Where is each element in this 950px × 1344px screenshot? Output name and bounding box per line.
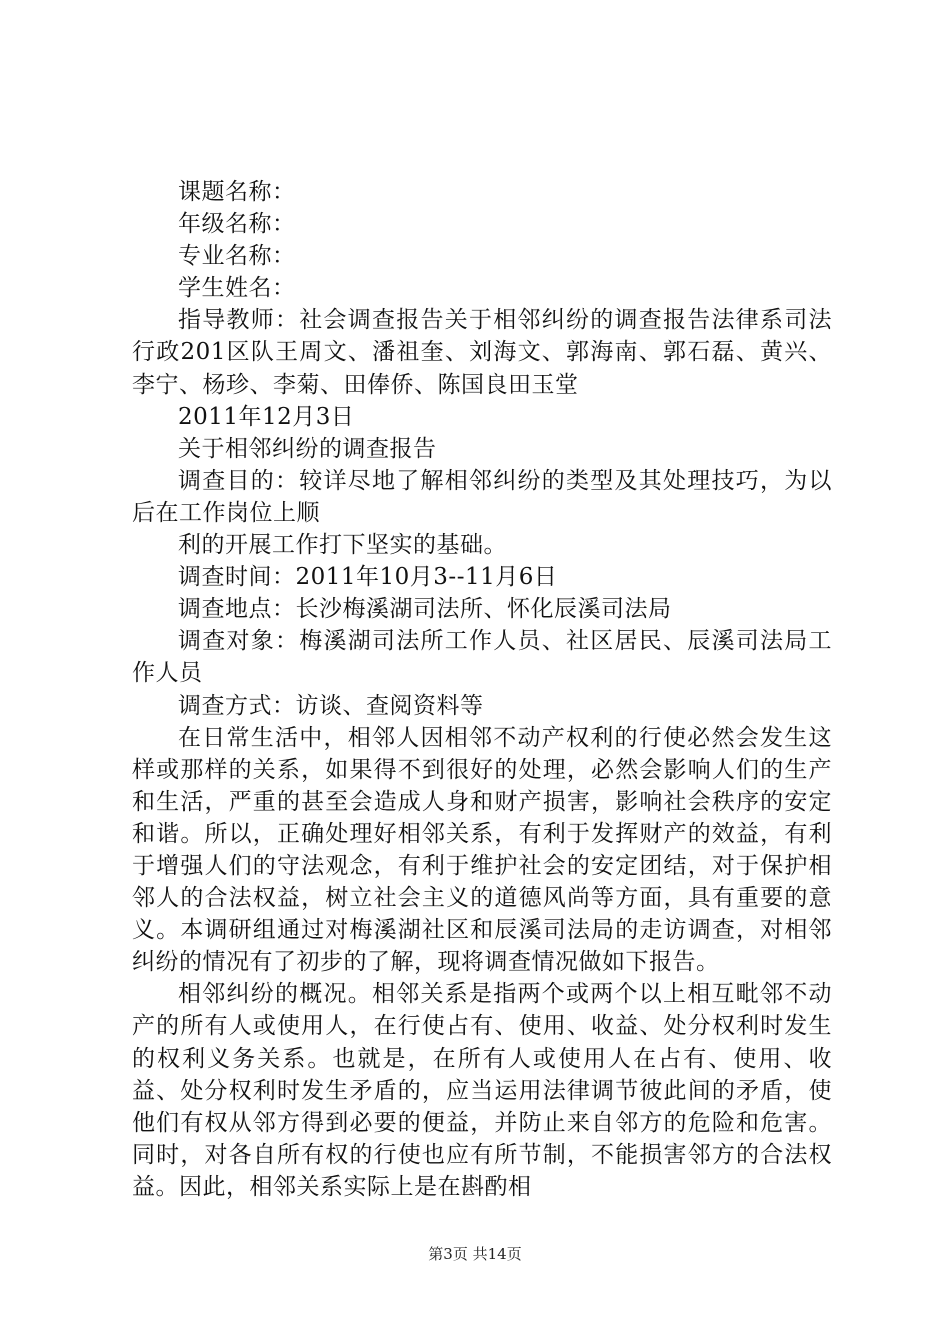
field-grade-name: 年级名称：: [178, 211, 296, 238]
report-title: 关于相邻纠纷的调查报告: [178, 435, 437, 462]
survey-purpose-continued: 利的开展工作打下坚实的基础。: [178, 532, 507, 559]
body-paragraph-overview: 相邻纠纷的概况。相邻关系是指两个或两个以上相互毗邻不动产的所有人或使用人，在行使占有、使用、收益、处分权利时发生的权利义务关系。也就是，在所有人或使用人在占有、使用、收益、处分权利时发生矛盾的，应当运用法律调节彼此间的矛盾，使他们有权从邻方得到必要的便益，并防止来自邻方的危险和危害。同时，对各自所有权的行使也应有所节制，不能损害邻方的合法权益。因此，相邻关系实际上是在斟酌相: [132, 981, 832, 1200]
field-topic-name: 课题名称：: [178, 179, 296, 205]
survey-subjects: 调查对象：梅溪湖司法所工作人员、社区居民、辰溪司法局工作人员: [132, 628, 832, 687]
report-date: 2011年12月3日: [178, 403, 355, 430]
field-student-name: 学生姓名：: [178, 275, 296, 302]
survey-method: 调查方式：访谈、查阅资料等: [178, 692, 484, 719]
field-major-name: 专业名称：: [178, 243, 296, 270]
survey-time: 调查时间：2011年10月3--11月6日: [178, 564, 558, 591]
survey-purpose: 调查目的：较详尽地了解相邻纠纷的类型及其处理技巧，为以后在工作岗位上顺: [132, 467, 832, 526]
document-body: [132, 176, 832, 1203]
field-advisor: 指导教师：社会调查报告关于相邻纠纷的调查报告法律系司法行政201区队王周文、潘祖奎、刘海文、郭海南、郭石磊、黄兴、李宁、杨珍、李菊、田俸侨、陈国良田玉堂: [132, 307, 832, 398]
page-number-footer: 第3页 共14页: [428, 1245, 522, 1263]
body-paragraph-intro: 在日常生活中，相邻人因相邻不动产权利的行使必然会发生这样或那样的关系，如果得不到很好的处理，必然会影响人们的生产和生活，严重的甚至会造成人身和财产损害，影响社会秩序的安定和谐。所以，正确处理好相邻关系，有利于发挥财产的效益，有利于增强人们的守法观念，有利于维护社会的安定团结，对于保护相邻人的合法权益，树立社会主义的道德风尚等方面，具有重要的意义。本调研组通过对梅溪湖社区和辰溪司法局的走访调查，对相邻纠纷的情况有了初步的了解，现将调查情况做如下报告。: [132, 724, 832, 976]
survey-location: 调查地点：长沙梅溪湖司法所、怀化辰溪司法局: [178, 596, 672, 623]
